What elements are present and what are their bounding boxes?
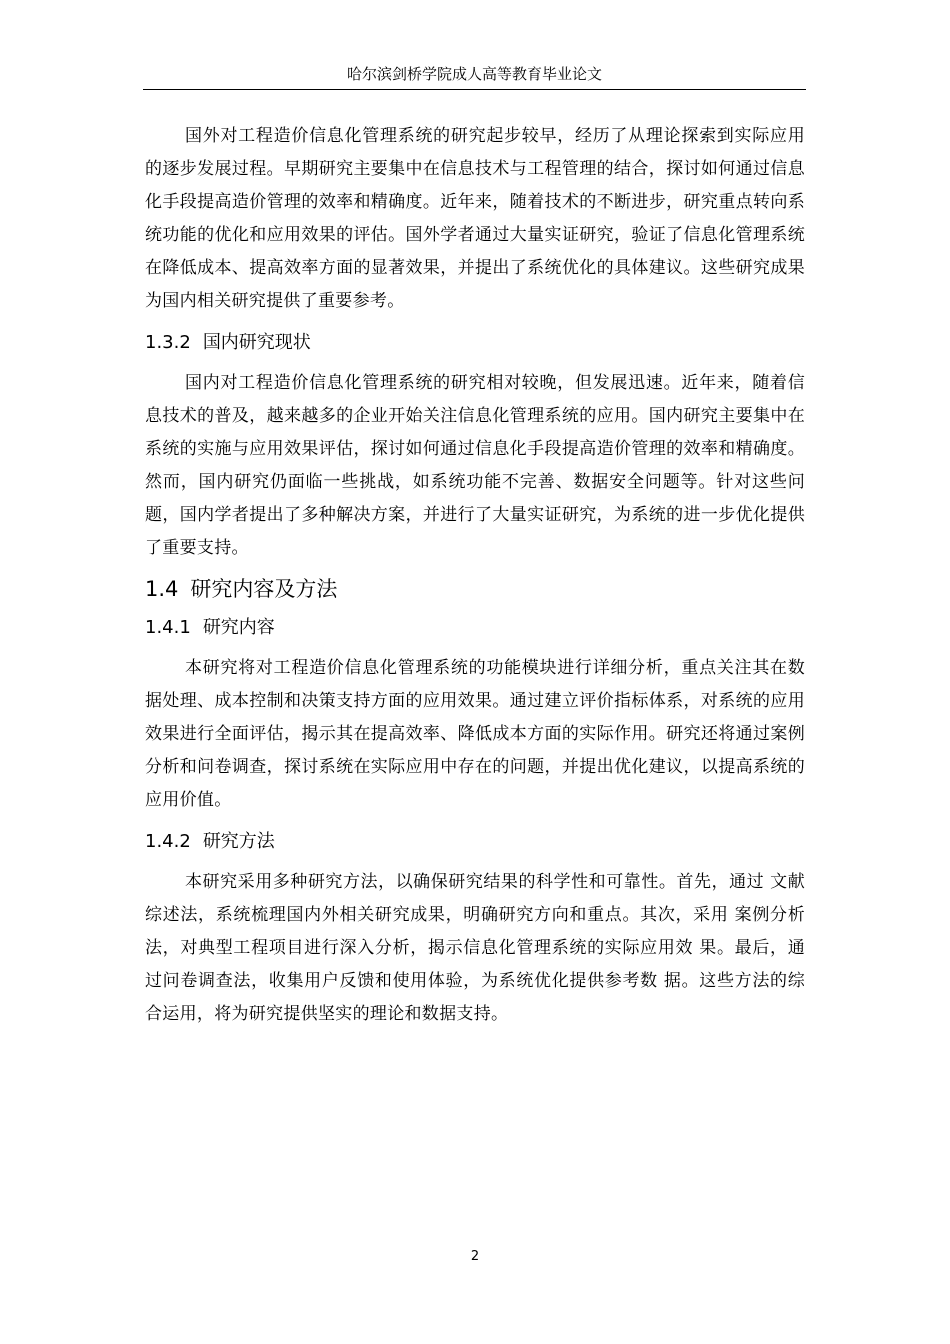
heading-number: 1.4.1	[145, 617, 191, 638]
paragraph-research-content: 本研究将对工程造价信息化管理系统的功能模块进行详细分析，重点关注其在数据处理、成本控制和决策支持方面的应用效果。通过建立评价指标体系，对系统的应用效果进行全面评估，揭示其在提高效率、降低成本方面的实际作用。研究还将通过案例分析和问卷调查，探讨系统在实际应用中存在的问题，并提出优化建议，以提高系统的应用价值。	[145, 658, 805, 810]
heading-number: 1.4	[145, 577, 179, 601]
page-header: 哈尔滨剑桥学院成人高等教育毕业论文	[346, 65, 602, 83]
heading-title: 国内研究现状	[202, 332, 311, 353]
header-rule	[143, 89, 806, 90]
page-content	[145, 120, 805, 1031]
heading-number: 1.3.2	[145, 332, 191, 353]
heading-1-4-2	[145, 830, 805, 854]
paragraph-research-methods: 本研究采用多种研究方法，以确保研究结果的科学性和可靠性。首先，通过 文献综述法，系统梳理国内外相关研究成果，明确研究方向和重点。其次，采用 案例分析法，对典型工程项目进行深入分析，揭示信息化管理系统的实际应用效 果。最后，通过问卷调查法，收集用户反馈和使用体验，为系统优化提供参考数 据。这些方法的综合运用，将为研究提供坚实的理论和数据支持。	[145, 872, 805, 1024]
heading-1-3-2	[145, 331, 805, 355]
heading-title: 研究方法	[202, 831, 275, 852]
heading-title: 研究内容及方法	[190, 577, 338, 601]
heading-1-4	[145, 575, 805, 603]
heading-number: 1.4.2	[145, 831, 191, 852]
heading-1-4-1	[145, 616, 805, 640]
page-number: 2	[470, 1249, 480, 1264]
paragraph-foreign-research: 国外对工程造价信息化管理系统的研究起步较早，经历了从理论探索到实际应用的逐步发展过程。早期研究主要集中在信息技术与工程管理的结合，探讨如何通过信息化手段提高造价管理的效率和精确度。近年来，随着技术的不断进步，研究重点转向系统功能的优化和应用效果的评估。国外学者通过大量实证研究，验证了信息化管理系统在降低成本、提高效率方面的显著效果，并提出了系统优化的具体建议。这些研究成果为国内相关研究提供了重要参考。	[145, 126, 805, 311]
heading-title: 研究内容	[202, 617, 275, 638]
paragraph-domestic-research: 国内对工程造价信息化管理系统的研究相对较晚，但发展迅速。近年来，随着信息技术的普及，越来越多的企业开始关注信息化管理系统的应用。国内研究主要集中在系统的实施与应用效果评估，探讨如何通过信息化手段提高造价管理的效率和精确度。然而，国内研究仍面临一些挑战，如系统功能不完善、数据安全问题等。针对这些问题，国内学者提出了多种解决方案，并进行了大量实证研究，为系统的进一步优化提供了重要支持。	[145, 373, 805, 558]
